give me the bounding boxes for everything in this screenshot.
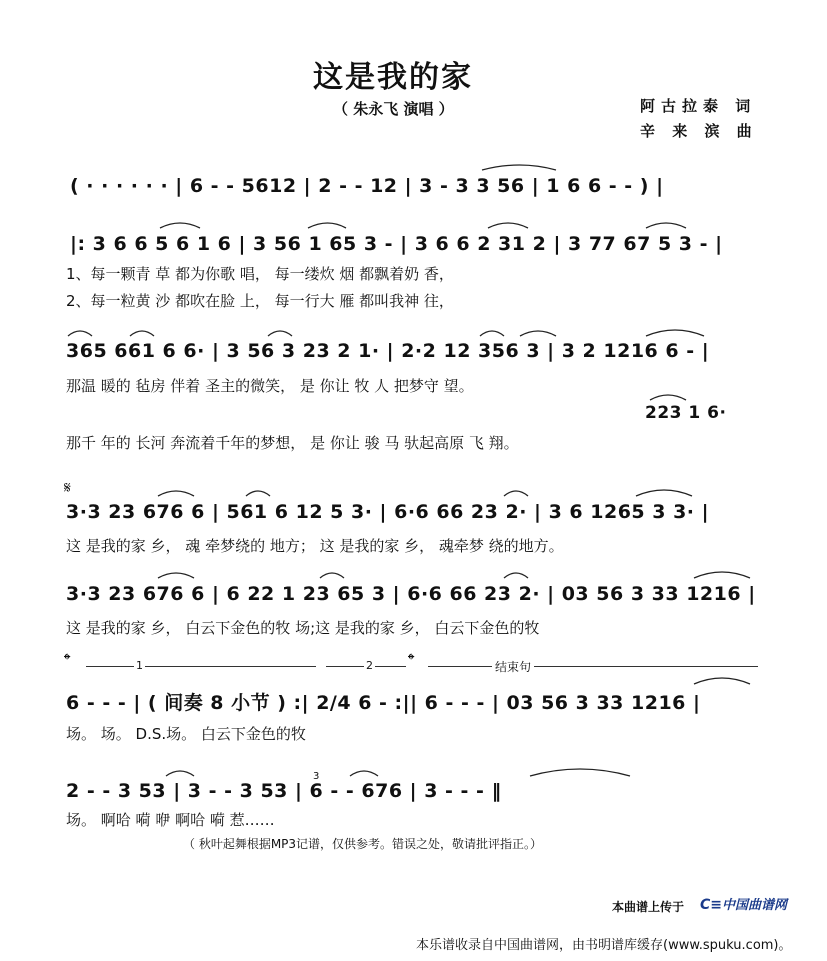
page-title: 这是我的家 bbox=[313, 60, 473, 95]
staff-row-3: 365 661 6 6· | 3 56 3 23 2 1· | 2·2 12 356 3 | 3 2 1216 6 - | bbox=[66, 340, 710, 362]
slur-arc bbox=[350, 771, 378, 776]
slur-arc bbox=[694, 572, 750, 578]
ending-label: 结束句 bbox=[492, 658, 534, 675]
lyric-row-7: 场。 啊哈 嗬 咿 啊哈 嗬 惹…… bbox=[66, 811, 275, 829]
slur-arc bbox=[320, 573, 344, 578]
slur-arc bbox=[246, 491, 270, 496]
slur-arc bbox=[646, 330, 704, 336]
slur-arc bbox=[636, 490, 692, 496]
volta-1-label: 1 bbox=[136, 659, 143, 672]
slur-arc bbox=[504, 491, 528, 496]
footer-source: 本乐谱收录自中国曲谱网，由书明谱库缓存(www.spuku.com)。 bbox=[416, 938, 792, 953]
lyric-row-5: 这 是我的家 乡， 白云下金色的牧 场;这 是我的家 乡， 白云下金色的牧 bbox=[66, 619, 540, 637]
staff-row-2: |: 3 6 6 5 6 1 6 | 3 56 1 65 3 - | 3 6 6 2 31 2 | 3 77 67 5 3 - | bbox=[70, 233, 723, 255]
slur-arc bbox=[504, 573, 528, 578]
triplet-mark: 3 bbox=[313, 771, 320, 782]
performer-credit: （ 朱永飞 演唱 ） bbox=[333, 100, 454, 118]
slur-arc bbox=[158, 491, 194, 496]
staff-row-5: 3·3 23 676 6 | 6 22 1 23 65 3 | 6·6 66 23 2· | 03 56 3 33 1216 | bbox=[66, 583, 756, 605]
segno-sign: 𝄋 bbox=[64, 478, 71, 497]
lyric-row-4: 这 是我的家 乡， 魂 牵梦绕的 地方； 这 是我的家 乡， 魂牵梦 绕的地方。 bbox=[66, 537, 564, 555]
lyric-row-2-verse-2: 2、每一粒黄 沙 都吹在脸 上， 每一行大 雁 都叫我神 往， bbox=[66, 292, 454, 310]
slur-arc bbox=[520, 331, 556, 336]
site-logo: C≡中国曲谱网 bbox=[700, 897, 788, 913]
volta-2-label: 2 bbox=[366, 659, 373, 672]
upload-label: 本曲谱上传于 bbox=[612, 900, 685, 914]
staff-row-4: 3·3 23 676 6 | 561 6 12 5 3· | 6·6 66 23 2· | 3 6 1265 3 3· | bbox=[66, 501, 710, 523]
slur-arc bbox=[130, 331, 154, 336]
slur-arc bbox=[694, 678, 750, 684]
lyric-row-3-verse-1: 那温 暖的 毡房 伴着 圣主的微笑， 是 你让 牧 人 把梦守 望。 bbox=[66, 377, 474, 395]
slur-arc bbox=[68, 331, 92, 336]
coda-sign-right: 𝄌 bbox=[408, 650, 415, 671]
slur-arc bbox=[530, 769, 630, 776]
lyric-row-3-verse-2: 那千 年的 长河 奔流着千年的梦想， 是 你让 骏 马 驮起高原 飞 翔。 bbox=[66, 434, 519, 452]
staff-row-6: 6 - - - | ( 间奏 8 小节 ) :| 2/4 6 - :|| 6 - - - | 03 56 3 33 1216 | bbox=[66, 692, 701, 714]
slur-arc bbox=[650, 395, 686, 400]
slur-arc bbox=[268, 331, 292, 336]
slur-arc bbox=[480, 331, 504, 336]
staff-row-1: ( · · · · · · | 6 - - 5612 | 2 - - 12 | 3 - 3 3 56 | 1 6 6 - - ) | bbox=[70, 175, 664, 197]
logo-icon: C≡ bbox=[700, 897, 723, 913]
slur-arc bbox=[158, 573, 194, 578]
slur-arc bbox=[482, 165, 556, 170]
lyric-row-6: 场。 场。 D.S.场。 白云下金色的牧 bbox=[66, 725, 306, 743]
alternate-notes: 223 1 6· bbox=[645, 403, 727, 423]
slur-arc bbox=[308, 223, 346, 228]
transcription-note: （ 秋叶起舞根据MP3记谱，仅供参考。错误之处，敬请批评指正。） bbox=[183, 837, 543, 851]
slur-arc bbox=[166, 771, 194, 776]
slur-arc bbox=[488, 223, 528, 228]
lyricist-credit: 阿古拉泰 词 bbox=[640, 97, 757, 115]
composer-credit: 辛 来 滨 曲 bbox=[640, 122, 758, 140]
slur-arc bbox=[646, 223, 686, 228]
lyric-row-2-verse-1: 1、每一颗青 草 都为你歌 唱， 每一缕炊 烟 都飘着奶 香， bbox=[66, 265, 454, 283]
slur-arc bbox=[160, 223, 200, 228]
staff-row-7: 2 - - 3 53 | 3 - - 3 53 | 6 - - 676 | 3 - - - ‖ bbox=[66, 780, 502, 802]
coda-sign-left: 𝄌 bbox=[64, 650, 71, 671]
